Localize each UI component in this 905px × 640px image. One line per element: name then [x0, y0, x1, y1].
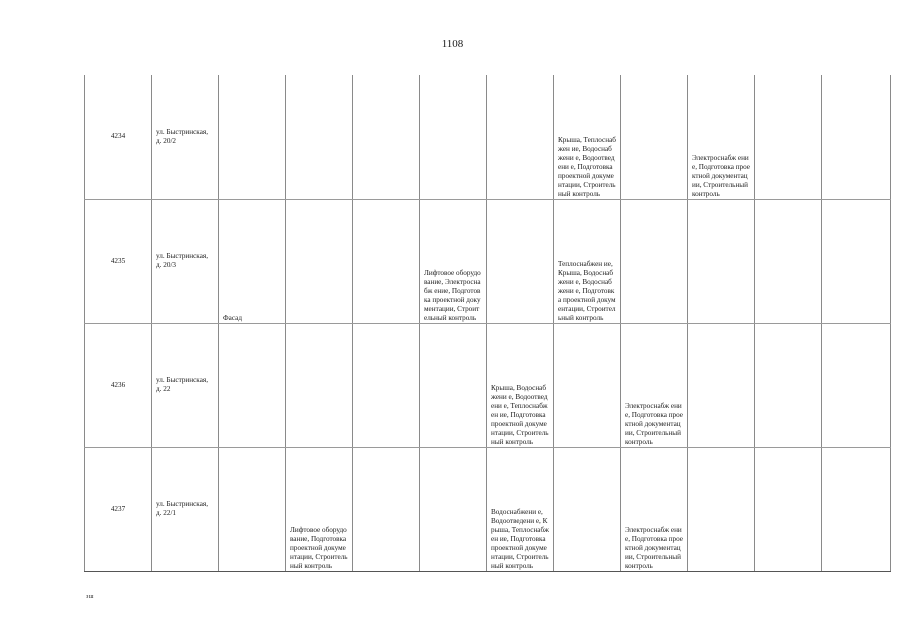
work-cell [353, 75, 420, 199]
work-cell [554, 447, 621, 571]
work-cell: Крыша, Водоснабжени е, Водоотведени е, Теплоснабжен ие, Подготовка проектной документации, Строительный контроль [487, 323, 554, 447]
work-cell: Фасад [219, 199, 286, 323]
work-cell [688, 323, 755, 447]
table-row [85, 199, 891, 323]
work-cell [554, 323, 621, 447]
work-cell [822, 323, 891, 447]
table-row [85, 323, 891, 447]
work-cell: Электроснабж ение, Подготовка проектной документации, Строительный контроль [621, 447, 688, 571]
work-cell [621, 199, 688, 323]
work-cell [286, 75, 353, 199]
work-cell [353, 199, 420, 323]
work-cell: Крыша, Теплоснабжен ие, Водоснабжени е, Водоотведени е, Подготовка проектной документации, Строительный контроль [554, 75, 621, 199]
row-number-cell: 4236 [85, 323, 152, 447]
work-cell: Лифтовое оборудование, Электроснабж ение, Подготовка проектной документации, Строительный контроль [420, 199, 487, 323]
work-cell [420, 447, 487, 571]
table-row [85, 447, 891, 571]
address-cell: ул. Быстринская, д. 20/2 [152, 75, 219, 199]
work-cell [755, 447, 822, 571]
row-number-cell: 4235 [85, 199, 152, 323]
work-cell: Лифтовое оборудование, Подготовка проектной документации, Строительный контроль [286, 447, 353, 571]
work-cell [487, 199, 554, 323]
work-cell [420, 323, 487, 447]
address-cell: ул. Быстринская, д. 22/1 [152, 447, 219, 571]
work-cell [286, 199, 353, 323]
page-number: 1108 [441, 38, 464, 50]
address-cell: ул. Быстринская, д. 22 [152, 323, 219, 447]
work-cell [353, 323, 420, 447]
row-number-cell: 4234 [85, 75, 152, 199]
work-cell [219, 75, 286, 199]
work-cell [755, 323, 822, 447]
work-cell [219, 323, 286, 447]
works-table [84, 75, 891, 572]
work-cell [755, 199, 822, 323]
work-cell [822, 447, 891, 571]
work-cell [219, 447, 286, 571]
row-number-cell: 4237 [85, 447, 152, 571]
work-cell [688, 199, 755, 323]
work-cell [688, 447, 755, 571]
work-cell [353, 447, 420, 571]
work-cell [420, 75, 487, 199]
table-row [85, 75, 891, 199]
work-cell [822, 75, 891, 199]
work-cell: Электроснабж ение, Подготовка проектной документации, Строительный контроль [621, 323, 688, 447]
work-cell: Электроснабж ение, Подготовка проектной документации, Строительный контроль [688, 75, 755, 199]
footer-mark: зш [86, 594, 94, 600]
work-cell [755, 75, 822, 199]
work-cell: Водоснабжени е, Водоотведени е, Крыша, Теплоснабжен ие, Подготовка проектной документации, Строительный контроль [487, 447, 554, 571]
work-cell [822, 199, 891, 323]
address-cell: ул. Быстринская, д. 20/3 [152, 199, 219, 323]
work-cell [286, 323, 353, 447]
work-cell [487, 75, 554, 199]
work-cell [621, 75, 688, 199]
work-cell: Теплоснабжен ие, Крыша, Водоснабжени е, Водоснабжени е, Подготовка проектной документации, Строительный контроль [554, 199, 621, 323]
